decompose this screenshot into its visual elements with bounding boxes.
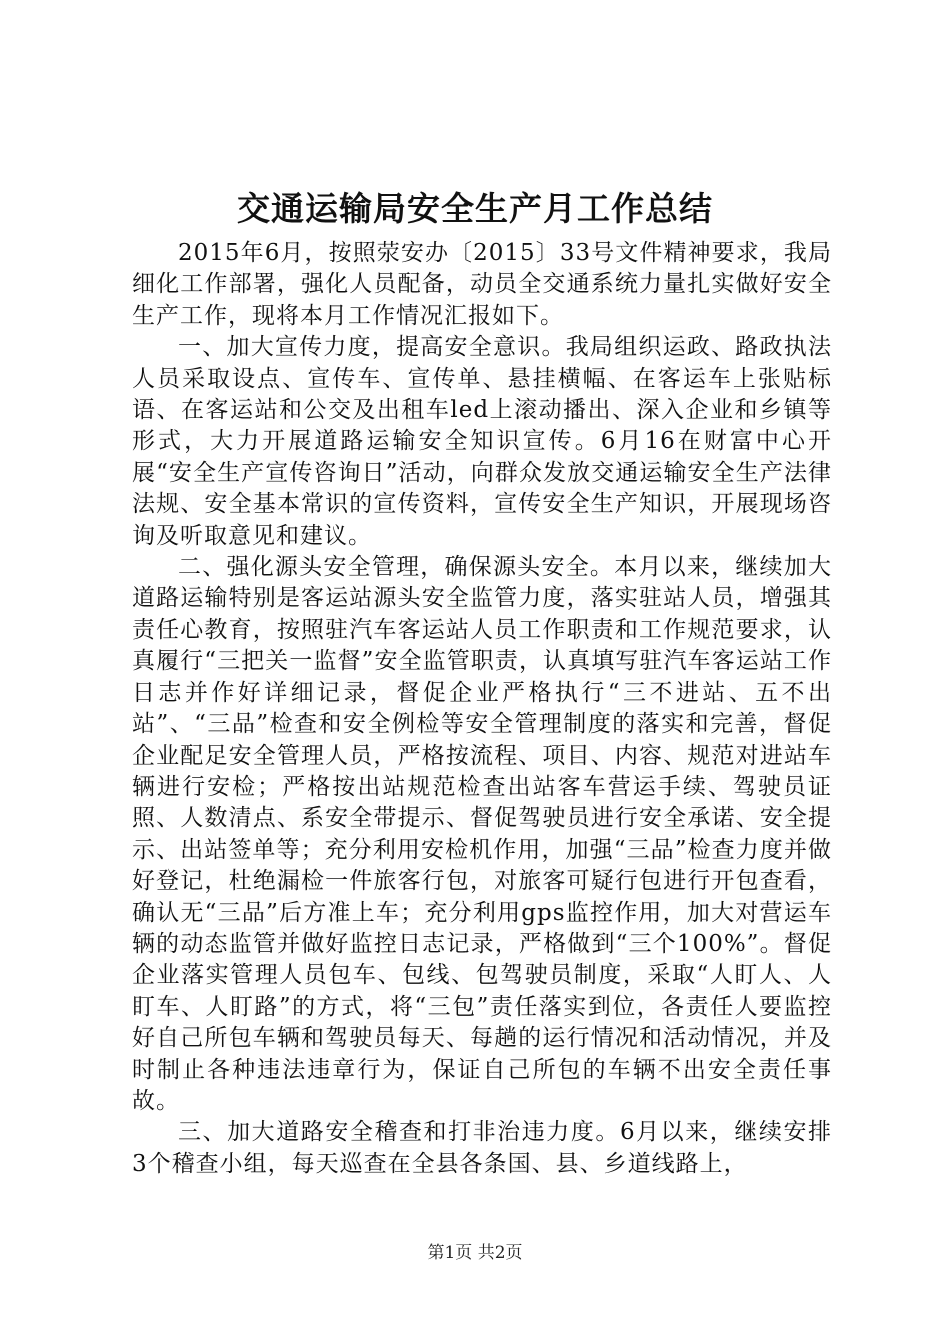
paragraph-road-inspection: 三、加大道路安全稽查和打非治违力度。6月以来，继续安排3个稽查小组，每天巡查在全县各条国、县、乡道线路上，: [132, 1119, 832, 1177]
document-body: [132, 238, 832, 1180]
paragraph-publicity: 一、加大宣传力度，提高安全意识。我局组织运政、路政执法人员采取设点、宣传车、宣传单、悬挂横幅、在客运车上张贴标语、在客运站和公交及出租车led上滚动播出、深入企业和乡镇等形式，大力开展道路运输安全知识宣传。6月16在财富中心开展“安全生产宣传咨询日”活动，向群众发放交通运输安全生产法律法规、安全基本常识的宣传资料，宣传安全生产知识，开展现场咨询及听取意见和建议。: [132, 334, 832, 549]
paragraph-intro: 2015年6月，按照荥安办〔2015〕33号文件精神要求，我局细化工作部署，强化人员配备，动员全交通系统力量扎实做好安全生产工作，现将本月工作情况汇报如下。: [132, 240, 832, 329]
page-number-footer: 第1页 共2页: [427, 1243, 523, 1263]
paragraph-source-safety: 二、强化源头安全管理，确保源头安全。本月以来，继续加大道路运输特别是客运站源头安全监管力度，落实驻站人员，增强其责任心教育，按照驻汽车客运站人员工作职责和工作规范要求，认真履行“三把关一监督”安全监管职责，认真填写驻汽车客运站工作日志并作好详细记录，督促企业严格执行“三不进站、五不出站”、“三品”检查和安全例检等安全管理制度的落实和完善，督促企业配足安全管理人员，严格按流程、项目、内容、规范对进站车辆进行安检；严格按出站规范检查出站客车营运手续、驾驶员证照、人数清点、系安全带提示、督促驾驶员进行安全承诺、安全提示、出站签单等；充分利用安检机作用，加强“三品”检查力度并做好登记，杜绝漏检一件旅客行包，对旅客可疑行包进行开包查看，确认无“三品”后方准上车；充分利用gps监控作用，加大对营运车辆的动态监管并做好监控日志记录，严格做到“三个100%”。督促企业落实管理人员包车、包线、包驾驶员制度，采取“人盯人、人盯车、人盯路”的方式，将“三包”责任落实到位，各责任人要监控好自己所包车辆和驾驶员每天、每趟的运行情况和活动情况，并及时制止各种违法违章行为，保证自己所包的车辆不出安全责任事故。: [132, 554, 832, 1114]
document-title: 交通运输局安全生产月工作总结: [237, 189, 713, 228]
